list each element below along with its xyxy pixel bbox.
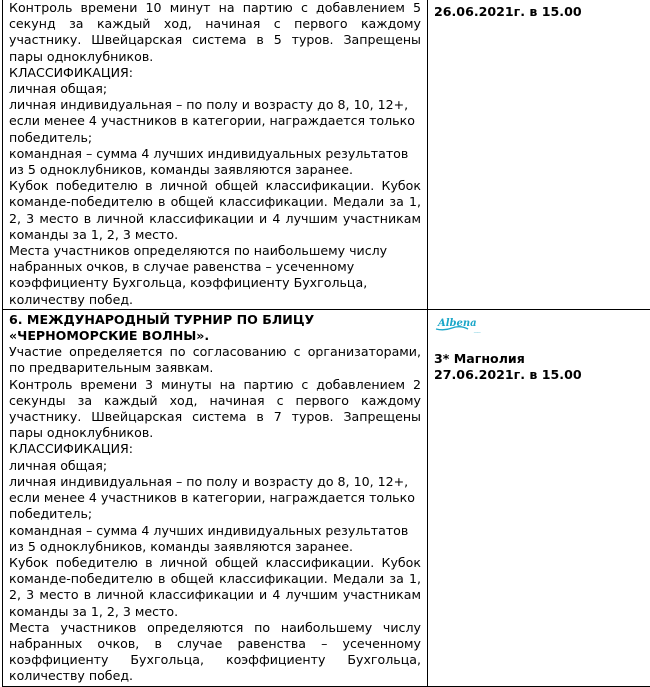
albena-logo-icon bbox=[434, 316, 494, 334]
row2-paragraph: КЛАССИФИКАЦИЯ: bbox=[9, 441, 421, 457]
table-row bbox=[3, 309, 650, 686]
row1-paragraph: Места участников определяются по наибольшему числу набранных очков, в случае равенства – усеченному коэффициенту Бухгольца, коэффициенту Бухгольца, количеству побед. bbox=[9, 243, 421, 308]
row2-paragraph: Места участников определяются по наибольшему числу набранных очков, в случае равенства – усеченному коэффициенту Бухгольца, коэффициенту Бухгольца, количеству побед. bbox=[9, 620, 421, 685]
albena-logo bbox=[434, 315, 647, 335]
row2-venue: 3* Магнолия bbox=[434, 351, 647, 367]
row1-paragraph: личная общая; bbox=[9, 81, 421, 97]
row1-paragraph: Контроль времени 10 минут на партию с добавлением 5 секунд за каждый ход, начиная с первого каждому участнику. Швейцарская система в 5 туров. Запрещены пары одноклубников. bbox=[9, 0, 421, 65]
table-row bbox=[3, 0, 650, 309]
row2-paragraph: Участие определяется по согласованию с организаторами, по предварительным заявкам. bbox=[9, 344, 421, 376]
row1-date: 26.06.2021г. в 15.00 bbox=[434, 4, 647, 20]
row2-title: 6. МЕЖДУНАРОДНЫЙ ТУРНИР ПО БЛИЦУ «ЧЕРНОМОРСКИЕ ВОЛНЫ». bbox=[9, 312, 421, 344]
row1-paragraph: командная – сумма 4 лучших индивидуальных результатов из 5 одноклубников, команды заявляются заранее. bbox=[9, 146, 421, 178]
row2-date: 27.06.2021г. в 15.00 bbox=[434, 367, 647, 383]
row1-paragraph: Кубок победителю в личной общей классификации. Кубок команде-победителю в общей классификации. Медали за 1, 2, 3 место в личной классификации и 4 лучшим участникам команды за 1, 2, 3 место. bbox=[9, 178, 421, 243]
row2-info-cell bbox=[428, 309, 650, 686]
row2-paragraph: командная – сумма 4 лучших индивидуальных результатов из 5 одноклубников, команды заявляются заранее. bbox=[9, 523, 421, 555]
row1-paragraph: КЛАССИФИКАЦИЯ: bbox=[9, 65, 421, 81]
row1-description-cell bbox=[3, 0, 428, 309]
row2-paragraph: личная общая; bbox=[9, 458, 421, 474]
svg-text:‿‿: ‿‿ bbox=[473, 328, 481, 333]
row2-paragraph: Контроль времени 3 минуты на партию с добавлением 2 секунды за каждый ход, начиная с первого каждому участнику. Швейцарская система в 7 туров. Запрещены пары одноклубников. bbox=[9, 377, 421, 442]
row2-description-cell bbox=[3, 309, 428, 686]
albena-logo-text: Albena bbox=[437, 318, 477, 329]
row1-paragraph: личная индивидуальная – по полу и возрасту до 8, 10, 12+, если менее 4 участников в категории, награждается только победитель; bbox=[9, 97, 421, 146]
row2-paragraph: Кубок победителю в личной общей классификации. Кубок команде-победителю в общей классификации. Медали за 1, 2, 3 место в личной классификации и 4 лучшим участникам команды за 1, 2, 3 место. bbox=[9, 555, 421, 620]
row1-info-cell bbox=[428, 0, 650, 309]
tournament-table bbox=[2, 0, 650, 687]
row2-paragraph: личная индивидуальная – по полу и возрасту до 8, 10, 12+, если менее 4 участников в категории, награждается только победитель; bbox=[9, 474, 421, 523]
